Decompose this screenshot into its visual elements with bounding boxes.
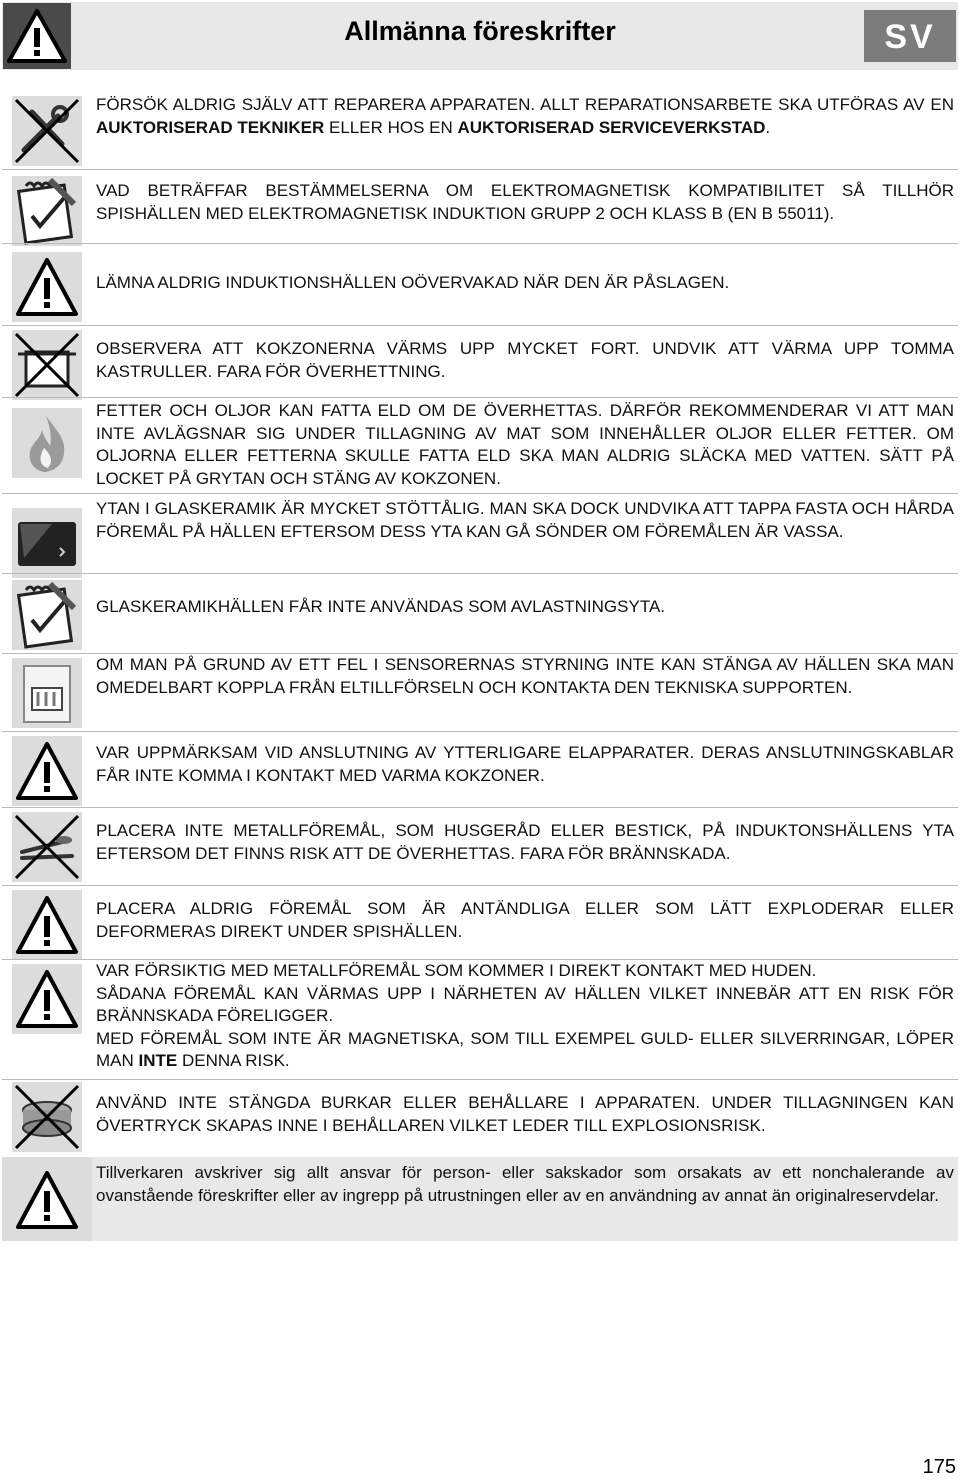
language-badge: SV bbox=[864, 10, 956, 62]
warning-icon bbox=[12, 890, 82, 960]
warning-icon bbox=[12, 964, 82, 1034]
page-number: 175 bbox=[922, 1456, 956, 1478]
instruction-item bbox=[2, 244, 958, 326]
no-closed-cans-icon bbox=[12, 1082, 82, 1152]
warning-icon bbox=[12, 252, 82, 322]
instruction-item bbox=[2, 170, 958, 244]
instruction-text: OBSERVERA ATT KOKZONERNA VÄRMS UPP MYCKET FORT. UNDVIK ATT VÄRMA UPP TOMMA KASTRULLER. FARA FÖR ÖVERHETTNING. bbox=[96, 339, 954, 381]
instruction-text: GLASKERAMIKHÄLLEN FÅR INTE ANVÄNDAS SOM AVLASTNINGSYTA. bbox=[96, 597, 666, 616]
disclaimer-text: Tillverkaren avskriver sig allt ansvar för person- eller sakskador som orsakats av ett nonchalerande av ovanstående föreskrifter eller av ingrepp på utrustningen eller av en användning av annat än originalreservdelar. bbox=[96, 1163, 954, 1205]
instruction-item bbox=[2, 654, 958, 732]
instruction-text: VAD BETRÄFFAR BESTÄMMELSERNA OM ELEKTROMAGNETISK KOMPATIBILITET SÅ TILLHÖR SPISHÄLLEN MED ELEKTROMAGNETISK INDUKTION GRUPP 2 OCH KLASS B (EN B 55011). bbox=[96, 181, 954, 223]
page-header bbox=[2, 2, 958, 70]
disclaimer-icon-box bbox=[2, 1157, 92, 1241]
no-cutlery-icon bbox=[12, 812, 82, 882]
instruction-text: ANVÄND INTE STÄNGDA BURKAR ELLER BEHÅLLARE I APPARATEN. UNDER TILLAGNINGEN KAN ÖVERTRYCK SKAPAS INNE I BEHÅLLAREN VILKET LEDER TILL EXPLOSIONSRISK. bbox=[96, 1093, 954, 1135]
warning-icon bbox=[12, 736, 82, 806]
instruction-item bbox=[2, 886, 958, 960]
instruction-text: LÄMNA ALDRIG INDUKTIONSHÄLLEN OÖVERVAKAD NÄR DEN ÄR PÅSLAGEN. bbox=[96, 273, 730, 292]
instruction-item bbox=[2, 574, 958, 654]
flame-icon bbox=[12, 408, 82, 478]
instruction-text: PLACERA INTE METALLFÖREMÅL, SOM HUSGERÅD ELLER BESTICK, PÅ INDUKTONSHÄLLENS YTA EFTERSOM DET FINNS RISK ATT DE ÖVERHETTAS. FARA FÖR BRÄNNSKADA. bbox=[96, 821, 954, 863]
instruction-item bbox=[2, 1080, 958, 1156]
instruction-item bbox=[2, 326, 958, 398]
instruction-text: FETTER OCH OLJOR KAN FATTA ELD OM DE ÖVERHETTAS. DÄRFÖR REKOMMENDERAR VI ATT MAN INTE AVLÄGSNAR SIG UNDER TILLAGNING AV MAT SOM INNEHÅLLER OLJOR ELLER FETTER. OM OLJORNA ELLER FETTERNA SKULLE FATTA ELD SKA MAN ALDRIG SLÄCKA MED VATTEN. SÄTT PÅ LOCKET PÅ GRYTAN OCH STÄNG AV KOKZONEN. bbox=[96, 401, 954, 488]
notepad-check-icon bbox=[12, 176, 82, 246]
power-switch-icon bbox=[12, 658, 82, 728]
instruction-text: FÖRSÖK ALDRIG SJÄLV ATT REPARERA APPARATEN. ALLT REPARATIONSARBETE SKA UTFÖRAS AV EN AUKTORISERAD TEKNIKER ELLER HOS EN AUKTORISERAD SERVICEVERKSTAD. bbox=[96, 95, 954, 137]
page-title: Allmänna föreskrifter bbox=[344, 16, 616, 46]
instruction-item bbox=[2, 398, 958, 494]
instruction-text: OM MAN PÅ GRUND AV ETT FEL I SENSORERNAS STYRNING INTE KAN STÄNGA AV HÄLLEN SKA MAN OMEDELBART KOPPLA FRÅN ELTILLFÖRSELN OCH KONTAKTA DEN TEKNISKA SUPPORTEN. bbox=[96, 655, 954, 697]
instruction-text: VAR FÖRSIKTIG MED METALLFÖREMÅL SOM KOMMER I DIREKT KONTAKT MED HUDEN. SÅDANA FÖREMÅL KAN VÄRMAS UPP I NÄRHETEN AV HÄLLEN VILKET INNEBÄR ATT EN RISK FÖR BRÄNNSKADA FÖRELIGGER. MED FÖREMÅL SOM INTE ÄR MAGNETISKA, SOM TILL EXEMPEL GULD- ELLER SILVERRINGAR, LÖPER MAN INTE DENNA RISK. bbox=[96, 961, 954, 1071]
instruction-text: YTAN I GLASKERAMIK ÄR MYCKET STÖTTÅLIG. MAN SKA DOCK UNDVIKA ATT TAPPA FASTA OCH HÅRDA FÖREMÅL PÅ HÄLLEN EFTERSOM DESS YTA KAN GÅ SÖNDER OM FÖREMÅLEN ÄR VASSA. bbox=[96, 499, 954, 541]
no-repair-tools-icon bbox=[12, 96, 82, 166]
instruction-text: VAR UPPMÄRKSAM VID ANSLUTNING AV YTTERLIGARE ELAPPARATER. DERAS ANSLUTNINGSKABLAR FÅR INTE KOMMA I KONTAKT MED VARMA KOKZONER. bbox=[96, 743, 954, 785]
instruction-item bbox=[2, 960, 958, 1080]
no-empty-pot-icon bbox=[12, 330, 82, 400]
glass-ceramic-hob-icon bbox=[12, 508, 82, 578]
instruction-item bbox=[2, 732, 958, 808]
instruction-item bbox=[2, 494, 958, 574]
notepad-check-icon bbox=[12, 580, 82, 650]
instruction-text: PLACERA ALDRIG FÖREMÅL SOM ÄR ANTÄNDLIGA ELLER SOM LÄTT EXPLODERAR ELLER DEFORMERAS DIREKT UNDER SPISHÄLLEN. bbox=[96, 899, 954, 941]
instruction-item bbox=[2, 84, 958, 170]
warning-icon bbox=[12, 1165, 82, 1235]
instruction-item bbox=[2, 808, 958, 886]
disclaimer-box bbox=[2, 1157, 958, 1241]
